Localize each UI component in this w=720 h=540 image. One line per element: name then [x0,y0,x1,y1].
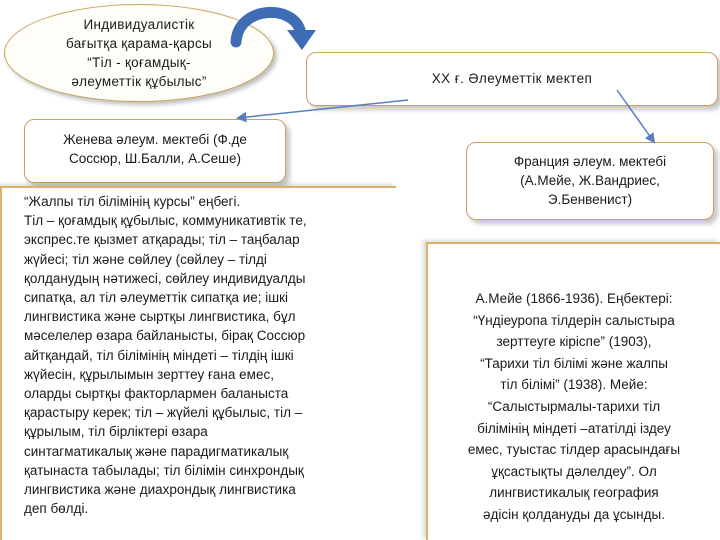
saussure-line: сипатқа, ал тіл әлеуметтік сипатқа ие; ішкі [24,290,289,306]
saussure-line: қолданудың нәтижесі, сөйлеу индивидуалды [24,270,306,286]
saussure-line: құрылым, тіл бірліктері өзара [24,424,208,440]
france-line: (А.Мейе, Ж.Вандриес, [520,173,660,189]
france-line: Э.Бенвенист) [547,192,633,208]
saussure-line: Тіл – қоғамдық құбылыс, коммуникативтік те, [24,213,307,229]
curved-arrow-head [287,30,316,50]
meillet-line: емес, туыстас тілдер арасындағы [467,442,681,458]
geneva-school-box [24,119,286,183]
saussure-line: мәселелер өзара байланысты, бірақ Соссюр [24,328,306,344]
saussure-line: экспрес.те қызмет атқарады; тіл – таңбалар [24,232,300,248]
meillet-line: “Салыстырмалы-тарихи тіл [487,398,661,414]
saussure-line: лингвистика және диахрондық лингвистика [24,482,296,498]
france-line: Франция әлеум. мектебі [513,154,667,169]
meillet-line: ұқсастықты дәлелдеу”. Ол [491,463,657,479]
saussure-line: синтагматикалық және парадигматикалық [24,443,289,459]
meillet-description [426,242,720,540]
oval-individualist-node [4,4,274,102]
saussure-line: деп бөлді. [24,501,89,517]
saussure-line: қарастыру керек; тіл – жүйелі құбылыс, тіл – [24,405,303,421]
oval-line: “Тіл - қоғамдық- [87,55,191,70]
meillet-line: лингвистикалық география [489,485,659,501]
geneva-line: Соссюр, Ш.Балли, А.Сеше) [68,151,242,167]
saussure-line: лингвистика және сыртқы лингвистика, бұл [24,309,296,325]
meillet-line: “Үндіеуропа тілдерін салыстыра [473,312,675,328]
oval-line: Индивидуалистік [83,17,195,32]
saussure-description [0,186,396,540]
saussure-line: “Жалпы тіл білімінің курсы” еңбегі. [24,194,241,209]
saussure-line: қатынаста табылады; тіл білімін синхрондық [24,462,304,478]
xx-box-label: XX ғ. Әлеуметтік мектеп [431,71,593,87]
xx-century-social-school-box [306,52,718,106]
saussure-line: оларды сыртқы факторлармен баланыста [24,386,289,402]
france-school-box [466,142,714,220]
meillet-line: зерттеуге кіріспе” (1903), [496,334,652,350]
meillet-line: білімінің міндеті –ататілді іздеу [477,420,671,436]
saussure-line: жүйесін, құрылымын зерттеу ғана емес, [24,366,274,382]
meillet-line: А.Мейе (1866-1936). Еңбектері: [475,291,673,306]
meillet-line: әдісін қолдануды да ұсынды. [483,506,665,522]
geneva-line: Женева әлеум. мектебі (Ф.де [63,132,247,147]
meillet-line: “Тарихи тіл білімі және жалпы [480,355,668,371]
oval-line: әлеуметтік құбылыс” [71,74,207,89]
oval-line: бағытқа қарама-қарсы [66,36,212,51]
saussure-line: жүйесі; тіл және сөйлеу (сөйлеу – тілді [24,251,267,267]
meillet-line: тіл білімі” (1938). Мейе: [500,377,648,393]
saussure-line: айтқандай, тіл білімінің міндеті – тілдің ішкі [24,347,294,363]
